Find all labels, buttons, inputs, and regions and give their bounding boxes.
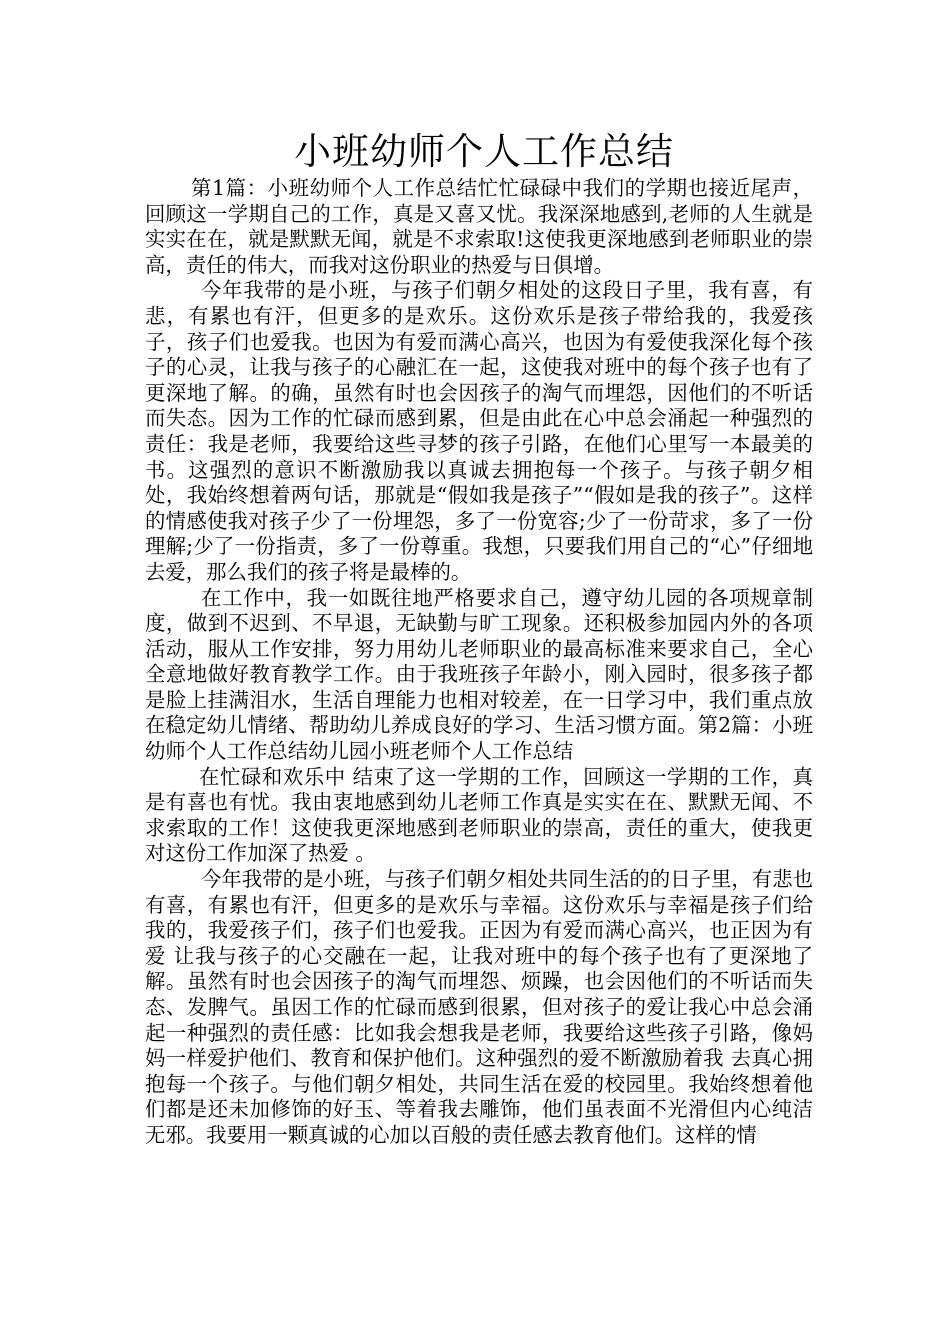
document-page [145, 128, 813, 1149]
paragraph-4: 在忙碌和欢乐中 结束了这一学期的工作，回顾这一学期的工作，真是有喜也有忧。我由衷地感到幼儿老师工作真是实实在在、默默无闻、不求索取的工作！这使我更深地感到老师职业的崇高，责任的重大，使我更对这份工作加深了热爱 。 [145, 764, 813, 866]
paragraph-2: 今年我带的是小班，与孩子们朝夕相处的这段日子里，我有喜，有悲，有累也有汗，但更多的是欢乐。这份欢乐是孩子带给我的，我爱孩子，孩子们也爱我。也因为有爱而满心高兴，也因为有爱使我深化每个孩子的心灵，让我与孩子的心融汇在一起，这使我对班中的每个孩子也有了更深地了解。的确，虽然有时也会因孩子的淘气而埋怨，因他们的不听话而失态。因为工作的忙碌而感到累，但是由此在心中总会涌起一种强烈的责任：我是老师，我要给这些寻梦的孩子引路，在他们心里写一本最美的书。这强烈的意识不断激励我以真诚去拥抱每一个孩子。与孩子朝夕相处，我始终想着两句话，那就是“假如我是孩子”“假如是我的孩子”。这样的情感使我对孩子少了一份埋怨，多了一份宽容;少了一份苛求，多了一份理解;少了一份指责，多了一份尊重。我想，只要我们用自己的“心”仔细地去爱，那么我们的孩子将是最棒的。 [145, 278, 813, 584]
document-title: 小班幼师个人工作总结 [294, 130, 674, 173]
paragraph-1: 第1篇：小班幼师个人工作总结忙忙碌碌中我们的学期也接近尾声，回顾这一学期自己的工作，真是又喜又忧。我深深地感到,老师的人生就是实实在在，就是默默无闻，就是不求索取!这使我更深地感到老师职业的崇高，责任的伟大，而我对这份职业的热爱与日俱增。 [145, 176, 813, 277]
paragraph-5: 今年我带的是小班，与孩子们朝夕相处共同生活的的日子里，有悲也有喜，有累也有汗，但更多的是欢乐与幸福。这份欢乐与幸福是孩子们给我的，我爱孩子们，孩子们也爱我。正因为有爱而满心高兴，也正因为有爱 让我与孩子的心交融在一起，让我对班中的每个孩子也有了更深地了解。虽然有时也会因孩子的淘气而埋怨、烦躁，也会因他们的不听话而失态、发脾气。虽因工作的忙碌而感到很累，但对孩子的爱让我心中总会涌起一种强烈的责任感：比如我会想我是老师，我要给这些孩子引路，像妈妈一样爱护他们、教育和保护他们。这种强烈的爱不断激励着我 去真心拥抱每一个孩子。与他们朝夕相处，共同生活在爱的校园里。我始终想着他们都是还未加修饰的好玉、等着我去雕饰，他们虽表面不光滑但内心纯洁无邪。我要用一颗真诚的心加以百般的责任感去教育他们。这样的情 [145, 867, 813, 1147]
paragraph-3: 在工作中，我一如既往地严格要求自己，遵守幼儿园的各项规章制度，做到不迟到、不早退，无缺勤与旷工现象。还积极参加园内外的各项活动，服从工作安排，努力用幼儿老师职业的最高标准来要求自己，全心全意地做好教育教学工作。由于我班孩子年龄小，刚入园时，很多孩子都是脸上挂满泪水，生活自理能力也相对较差，在一日学习中，我们重点放在稳定幼儿情绪、帮助幼儿养成良好的学习、生活习惯方面。第2篇：小班幼师个人工作总结幼儿园小班老师个人工作总结 [145, 585, 813, 764]
